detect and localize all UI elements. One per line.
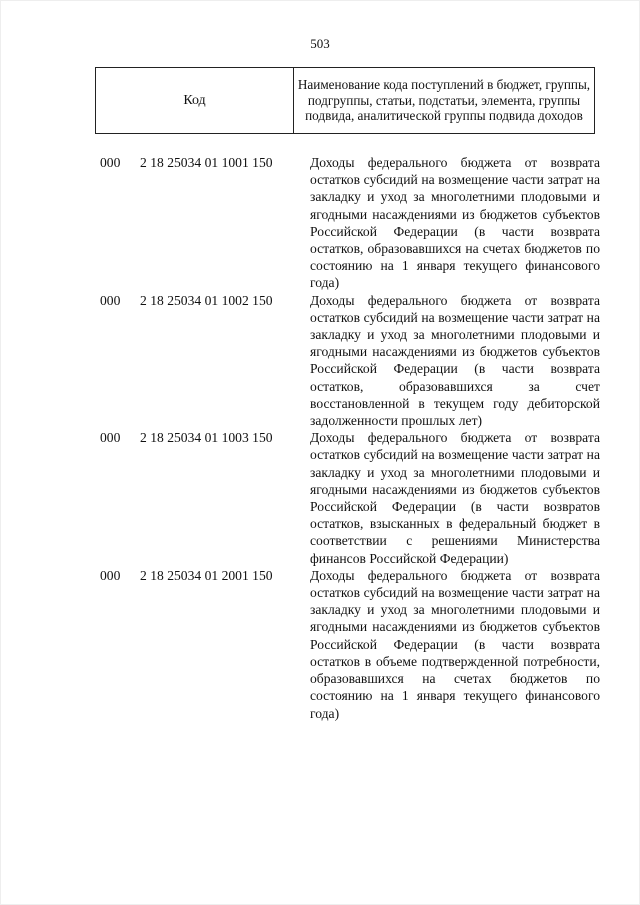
entry-code: 2 18 25034 01 2001 150	[140, 567, 273, 583]
page-number: 503	[310, 36, 330, 51]
header-table	[95, 67, 595, 134]
entry-code: 2 18 25034 01 1002 150	[140, 292, 273, 308]
entries-list	[0, 154, 640, 722]
entry-kind: 000	[100, 430, 121, 446]
entry-description: Доходы федерального бюджета от возврата остатков субсидий на возмещение части затрат на закладку и уход за многолетними плодовыми и ягодными насаждениями из бюджетов субъектов Российской Федерации (в части возврата остатков в объеме подтвержденной потребности, образовавшихся на счетах бюджетов по состоянию на 1 января текущего финансового года)	[310, 567, 600, 721]
entry-description: Доходы федерального бюджета от возврата остатков субсидий на возмещение части затрат на закладку и уход за многолетними плодовыми и ягодными насаждениями из бюджетов субъектов Российской Федерации (в части возврата остатков, образовавшихся на счетах бюджетов по состоянию на 1 января текущего финансового года)	[310, 155, 600, 291]
entry-description: Доходы федерального бюджета от возврата остатков субсидий на возмещение части затрат на закладку и уход за многолетними плодовыми и ягодными насаждениями из бюджетов субъектов Российской Федерации (в части возврата остатков, образовавшихся за счет восстановленной в текущем году дебиторской задолженности прошлых лет)	[310, 292, 600, 429]
entry-kind: 000	[100, 567, 121, 583]
entry-description: Доходы федерального бюджета от возврата остатков субсидий на возмещение части затрат на закладку и уход за многолетними плодовыми и ягодными насаждениями из бюджетов субъектов Российской Федерации (в части возвратов остатков, взысканных в федеральный бюджет в соответствии с решениями Министерства финансов Российской Федерации)	[310, 430, 600, 566]
list-item	[0, 567, 640, 722]
entry-code: 2 18 25034 01 1001 150	[140, 155, 273, 170]
entry-kind: 000	[100, 155, 121, 170]
header-name-label: Наименование кода поступлений в бюджет, группы, подгруппы, статьи, подстатьи, элемента, группы подвида, аналитической группы подвида доходов	[294, 68, 595, 134]
header-code-label: Код	[96, 68, 294, 134]
list-item	[0, 154, 640, 292]
entry-kind: 000	[100, 292, 121, 308]
entry-code: 2 18 25034 01 1003 150	[140, 430, 273, 446]
list-item	[0, 429, 640, 567]
list-item	[0, 292, 640, 430]
